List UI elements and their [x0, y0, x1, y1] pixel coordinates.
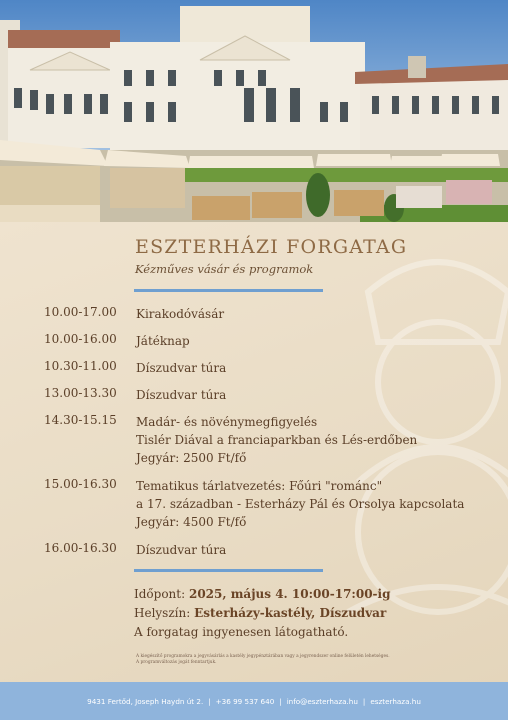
footer-address: 9431 Fertőd, Joseph Haydn út 2. [87, 696, 204, 706]
schedule-event-line: a 17. században - Esterházy Pál és Orsolya kapcsolata [136, 497, 465, 511]
schedule-time: 10.30-11.00 [44, 359, 117, 373]
schedule-event-line: Madár- és növénymegfigyelés [136, 415, 318, 429]
footer-separator: | [362, 696, 366, 706]
event-info [134, 585, 390, 642]
schedule-event-line: Tematikus tárlatvezetés: Főúri "románc" [136, 479, 383, 493]
divider-bottom [134, 569, 323, 572]
free-admission-note: A forgatag ingyenesen látogatható. [134, 625, 349, 639]
fine-print-line: A kiegészítő programokra a jegyvásárlás a kastély jegypénztárában vagy a jegyrendszer online felületén lehetséges. [136, 654, 390, 659]
schedule-event-line: Díszudvar túra [136, 361, 227, 375]
schedule-event-line: Kirakodóvásár [136, 307, 225, 321]
event-subtitle: Kézműves vásár és programok [135, 262, 314, 276]
date-value: 2025, május 4. 10:00-17:00-ig [188, 587, 391, 601]
schedule-time: 16.00-16.30 [44, 541, 117, 555]
footer-separator: | [208, 696, 211, 706]
footer-separator: | [279, 696, 282, 706]
schedule-event [136, 305, 224, 323]
schedule-event-line: Jegyár: 2500 Ft/fő [136, 451, 247, 465]
schedule-event-line: Díszudvar túra [136, 388, 227, 402]
schedule-event-line: Díszudvar túra [136, 543, 227, 557]
footer-phone: +36 99 537 640 [215, 696, 275, 706]
schedule-time: 15.00-16.30 [44, 477, 117, 491]
palace-market-photo [0, 0, 508, 222]
footer-website-link[interactable]: eszterhaza.hu [370, 696, 421, 706]
schedule-time: 13.00-13.30 [44, 386, 117, 400]
schedule-event-line: Játéknap [136, 334, 190, 348]
schedule-event [136, 541, 226, 559]
schedule-time: 10.00-17.00 [44, 305, 117, 319]
date-line [134, 585, 390, 604]
footer-bar [0, 682, 508, 720]
schedule-event [136, 413, 417, 467]
place-label: Helyszín: [134, 606, 191, 620]
schedule-event-line: Tislér Diával a franciaparkban és Lés-erdőben [136, 433, 418, 447]
divider-top [134, 289, 323, 292]
footer-email-link[interactable]: info@eszterhaza.hu [286, 696, 358, 706]
event-title: ESZTERHÁZI FORGATAG [135, 236, 408, 258]
fine-print-line: A programváltozás jogát fenntartjuk. [136, 660, 217, 665]
date-label: Időpont: [134, 587, 186, 601]
place-value: Esterházy-kastély, Díszudvar [194, 606, 387, 620]
schedule-time: 14.30-15.15 [44, 413, 117, 427]
schedule-time: 10.00-16.00 [44, 332, 117, 346]
schedule-event-line: Jegyár: 4500 Ft/fő [136, 515, 247, 529]
schedule-event [136, 386, 226, 404]
header-photo [0, 0, 508, 222]
fine-print [136, 654, 390, 666]
place-line [134, 604, 390, 623]
schedule-event [136, 359, 226, 377]
schedule-event [136, 332, 190, 350]
schedule-event [136, 477, 464, 531]
